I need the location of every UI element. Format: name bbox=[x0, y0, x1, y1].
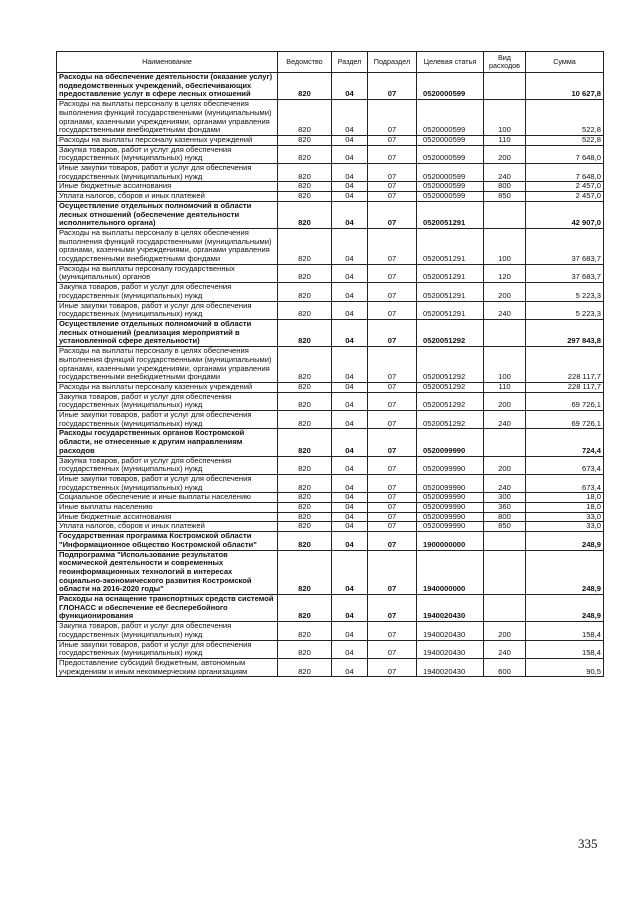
row-podrazdel: 07 bbox=[368, 382, 417, 392]
row-target-article: 0520051292 bbox=[417, 411, 484, 429]
row-expense-type: 360 bbox=[484, 503, 526, 513]
row-podrazdel: 07 bbox=[368, 319, 417, 346]
row-razdel: 04 bbox=[332, 429, 368, 456]
row-expense-type bbox=[484, 595, 526, 622]
row-podrazdel: 07 bbox=[368, 347, 417, 383]
row-vedomstvo: 820 bbox=[278, 429, 332, 456]
row-name: Закупка товаров, работ и услуг для обеспечения государственных (муниципальных) нужд bbox=[57, 145, 278, 163]
row-podrazdel: 07 bbox=[368, 73, 417, 100]
table-row bbox=[57, 411, 604, 429]
row-razdel: 04 bbox=[332, 164, 368, 182]
row-podrazdel: 07 bbox=[368, 659, 417, 677]
row-name: Иные бюджетные ассигнования bbox=[57, 512, 278, 522]
row-podrazdel: 07 bbox=[368, 201, 417, 228]
header-podrazdel: Подраздел bbox=[368, 52, 417, 73]
row-podrazdel: 07 bbox=[368, 100, 417, 136]
table-row bbox=[57, 145, 604, 163]
row-razdel: 04 bbox=[332, 550, 368, 595]
row-vedomstvo: 820 bbox=[278, 622, 332, 640]
row-name: Закупка товаров, работ и услуг для обеспечения государственных (муниципальных) нужд bbox=[57, 283, 278, 301]
row-name: Иные закупки товаров, работ и услуг для обеспечения государственных (муниципальных) нужд bbox=[57, 411, 278, 429]
row-target-article: 0520051291 bbox=[417, 201, 484, 228]
row-vedomstvo: 820 bbox=[278, 283, 332, 301]
row-vedomstvo: 820 bbox=[278, 301, 332, 319]
row-expense-type: 100 bbox=[484, 347, 526, 383]
row-name: Расходы на выплаты персоналу в целях обеспечения выполнения функций государственными (муниципальными) органами, казенными учреждениями, органами управления государственными внебюджетными фондами bbox=[57, 228, 278, 264]
row-razdel: 04 bbox=[332, 493, 368, 503]
row-target-article: 0520099990 bbox=[417, 512, 484, 522]
row-podrazdel: 07 bbox=[368, 264, 417, 282]
row-vedomstvo: 820 bbox=[278, 493, 332, 503]
row-razdel: 04 bbox=[332, 100, 368, 136]
row-expense-type: 120 bbox=[484, 264, 526, 282]
row-podrazdel: 07 bbox=[368, 503, 417, 513]
table-row bbox=[57, 228, 604, 264]
row-razdel: 04 bbox=[332, 264, 368, 282]
row-razdel: 04 bbox=[332, 474, 368, 492]
row-target-article: 0520051292 bbox=[417, 319, 484, 346]
table-row bbox=[57, 283, 604, 301]
row-target-article: 0520051291 bbox=[417, 283, 484, 301]
header-razdel: Раздел bbox=[332, 52, 368, 73]
row-name: Расходы на выплаты персоналу казенных учреждений bbox=[57, 382, 278, 392]
row-razdel: 04 bbox=[332, 392, 368, 410]
row-target-article: 0520000599 bbox=[417, 100, 484, 136]
row-podrazdel: 07 bbox=[368, 228, 417, 264]
row-razdel: 04 bbox=[332, 503, 368, 513]
row-sum: 5 223,3 bbox=[526, 301, 604, 319]
row-vedomstvo: 820 bbox=[278, 456, 332, 474]
page-number: 335 bbox=[578, 836, 598, 851]
row-name: Расходы государственных органов Костромской области, не отнесенные к другим направлениям расходов bbox=[57, 429, 278, 456]
row-sum: 42 907,0 bbox=[526, 201, 604, 228]
row-name: Расходы на выплаты персоналу казенных учреждений bbox=[57, 135, 278, 145]
row-expense-type: 240 bbox=[484, 640, 526, 658]
row-name: Иные бюджетные ассигнования bbox=[57, 182, 278, 192]
row-razdel: 04 bbox=[332, 512, 368, 522]
row-name: Подпрограмма "Использование результатов космической деятельности и современных геоинформационных технологий в интересах социально-экономического развития Костромской области на 2016-2020 годы" bbox=[57, 550, 278, 595]
row-name: Иные выплаты населению bbox=[57, 503, 278, 513]
row-podrazdel: 07 bbox=[368, 595, 417, 622]
row-razdel: 04 bbox=[332, 456, 368, 474]
row-vedomstvo: 820 bbox=[278, 264, 332, 282]
row-razdel: 04 bbox=[332, 522, 368, 532]
row-sum: 33,0 bbox=[526, 512, 604, 522]
row-expense-type: 600 bbox=[484, 659, 526, 677]
row-sum: 248,9 bbox=[526, 532, 604, 550]
row-name: Закупка товаров, работ и услуг для обеспечения государственных (муниципальных) нужд bbox=[57, 392, 278, 410]
table-row bbox=[57, 301, 604, 319]
row-expense-type bbox=[484, 429, 526, 456]
row-vedomstvo: 820 bbox=[278, 512, 332, 522]
table-row bbox=[57, 550, 604, 595]
row-podrazdel: 07 bbox=[368, 135, 417, 145]
row-expense-type: 200 bbox=[484, 392, 526, 410]
row-sum: 90,5 bbox=[526, 659, 604, 677]
row-expense-type: 200 bbox=[484, 456, 526, 474]
row-vedomstvo: 820 bbox=[278, 100, 332, 136]
row-target-article: 1940000000 bbox=[417, 550, 484, 595]
row-podrazdel: 07 bbox=[368, 622, 417, 640]
table-row bbox=[57, 640, 604, 658]
row-vedomstvo: 820 bbox=[278, 135, 332, 145]
table-row bbox=[57, 503, 604, 513]
row-sum: 69 726,1 bbox=[526, 411, 604, 429]
budget-table bbox=[56, 51, 604, 677]
table-row bbox=[57, 201, 604, 228]
row-podrazdel: 07 bbox=[368, 456, 417, 474]
row-vedomstvo: 820 bbox=[278, 382, 332, 392]
row-vedomstvo: 820 bbox=[278, 411, 332, 429]
row-expense-type: 200 bbox=[484, 145, 526, 163]
row-vedomstvo: 820 bbox=[278, 319, 332, 346]
row-target-article: 0520099990 bbox=[417, 474, 484, 492]
table-row bbox=[57, 135, 604, 145]
row-vedomstvo: 820 bbox=[278, 640, 332, 658]
row-vedomstvo: 820 bbox=[278, 392, 332, 410]
row-expense-type: 200 bbox=[484, 283, 526, 301]
table-row bbox=[57, 264, 604, 282]
row-sum: 33,0 bbox=[526, 522, 604, 532]
row-sum: 18,0 bbox=[526, 503, 604, 513]
row-sum: 7 648,0 bbox=[526, 145, 604, 163]
table-row bbox=[57, 456, 604, 474]
row-sum: 522,8 bbox=[526, 100, 604, 136]
row-name: Уплата налогов, сборов и иных платежей bbox=[57, 522, 278, 532]
row-target-article: 0520000599 bbox=[417, 182, 484, 192]
row-target-article: 0520000599 bbox=[417, 73, 484, 100]
row-target-article: 0520051292 bbox=[417, 347, 484, 383]
table-row bbox=[57, 595, 604, 622]
row-vedomstvo: 820 bbox=[278, 503, 332, 513]
row-name: Социальное обеспечение и иные выплаты населению bbox=[57, 493, 278, 503]
row-target-article: 1900000000 bbox=[417, 532, 484, 550]
row-name: Иные закупки товаров, работ и услуг для обеспечения государственных (муниципальных) нужд bbox=[57, 164, 278, 182]
row-name: Закупка товаров, работ и услуг для обеспечения государственных (муниципальных) нужд bbox=[57, 456, 278, 474]
row-podrazdel: 07 bbox=[368, 550, 417, 595]
row-podrazdel: 07 bbox=[368, 392, 417, 410]
table-row bbox=[57, 192, 604, 202]
header-sum: Сумма bbox=[526, 52, 604, 73]
table-row bbox=[57, 382, 604, 392]
row-target-article: 0520051292 bbox=[417, 382, 484, 392]
row-name: Иные закупки товаров, работ и услуг для обеспечения государственных (муниципальных) нужд bbox=[57, 640, 278, 658]
row-podrazdel: 07 bbox=[368, 411, 417, 429]
row-name: Осуществление отдельных полномочий в области лесных отношений (реализация мероприятий в установленной сфере деятельности) bbox=[57, 319, 278, 346]
row-target-article: 1940020430 bbox=[417, 595, 484, 622]
row-podrazdel: 07 bbox=[368, 429, 417, 456]
row-target-article: 0520099990 bbox=[417, 456, 484, 474]
row-target-article: 0520099990 bbox=[417, 493, 484, 503]
row-expense-type: 240 bbox=[484, 411, 526, 429]
row-vedomstvo: 820 bbox=[278, 550, 332, 595]
row-target-article: 1940020430 bbox=[417, 640, 484, 658]
row-target-article: 0520051291 bbox=[417, 264, 484, 282]
table-row bbox=[57, 319, 604, 346]
row-vedomstvo: 820 bbox=[278, 164, 332, 182]
table-row bbox=[57, 622, 604, 640]
row-razdel: 04 bbox=[332, 532, 368, 550]
row-razdel: 04 bbox=[332, 228, 368, 264]
row-podrazdel: 07 bbox=[368, 493, 417, 503]
row-target-article: 0520051291 bbox=[417, 301, 484, 319]
row-target-article: 0520099990 bbox=[417, 522, 484, 532]
row-razdel: 04 bbox=[332, 182, 368, 192]
row-name: Иные закупки товаров, работ и услуг для обеспечения государственных (муниципальных) нужд bbox=[57, 474, 278, 492]
row-sum: 7 648,0 bbox=[526, 164, 604, 182]
row-name: Расходы на выплаты персоналу государственных (муниципальных) органов bbox=[57, 264, 278, 282]
row-vedomstvo: 820 bbox=[278, 192, 332, 202]
row-name: Иные закупки товаров, работ и услуг для обеспечения государственных (муниципальных) нужд bbox=[57, 301, 278, 319]
row-sum: 724,4 bbox=[526, 429, 604, 456]
header-expense-type: Вид расходов bbox=[484, 52, 526, 73]
row-vedomstvo: 820 bbox=[278, 659, 332, 677]
row-podrazdel: 07 bbox=[368, 301, 417, 319]
row-sum: 10 627,8 bbox=[526, 73, 604, 100]
row-vedomstvo: 820 bbox=[278, 347, 332, 383]
row-razdel: 04 bbox=[332, 659, 368, 677]
table-row bbox=[57, 100, 604, 136]
table-row bbox=[57, 164, 604, 182]
row-vedomstvo: 820 bbox=[278, 474, 332, 492]
row-vedomstvo: 820 bbox=[278, 522, 332, 532]
row-podrazdel: 07 bbox=[368, 182, 417, 192]
row-razdel: 04 bbox=[332, 622, 368, 640]
header-vedomstvo: Ведомство bbox=[278, 52, 332, 73]
row-expense-type: 300 bbox=[484, 493, 526, 503]
row-expense-type bbox=[484, 201, 526, 228]
row-target-article: 0520000599 bbox=[417, 164, 484, 182]
row-expense-type: 200 bbox=[484, 622, 526, 640]
row-podrazdel: 07 bbox=[368, 522, 417, 532]
row-target-article: 0520000599 bbox=[417, 135, 484, 145]
row-name: Расходы на оснащение транспортных средств системой ГЛОНАСС и обеспечение её бесперебойного функционирования bbox=[57, 595, 278, 622]
row-razdel: 04 bbox=[332, 73, 368, 100]
row-vedomstvo: 820 bbox=[278, 145, 332, 163]
row-podrazdel: 07 bbox=[368, 192, 417, 202]
row-expense-type: 110 bbox=[484, 382, 526, 392]
table-row bbox=[57, 392, 604, 410]
row-razdel: 04 bbox=[332, 135, 368, 145]
row-sum: 248,9 bbox=[526, 550, 604, 595]
row-razdel: 04 bbox=[332, 301, 368, 319]
row-expense-type: 800 bbox=[484, 182, 526, 192]
row-sum: 297 843,8 bbox=[526, 319, 604, 346]
row-target-article: 1940020430 bbox=[417, 659, 484, 677]
row-vedomstvo: 820 bbox=[278, 73, 332, 100]
row-expense-type: 100 bbox=[484, 228, 526, 264]
table-body bbox=[57, 73, 604, 677]
row-razdel: 04 bbox=[332, 411, 368, 429]
row-razdel: 04 bbox=[332, 145, 368, 163]
row-name: Осуществление отдельных полномочий в области лесных отношений (обеспечение деятельности исполнительного органа) bbox=[57, 201, 278, 228]
header-name: Наименование bbox=[57, 52, 278, 73]
table-row bbox=[57, 429, 604, 456]
row-target-article: 0520000599 bbox=[417, 145, 484, 163]
row-sum: 673,4 bbox=[526, 456, 604, 474]
row-expense-type: 850 bbox=[484, 192, 526, 202]
row-target-article: 0520099990 bbox=[417, 429, 484, 456]
row-podrazdel: 07 bbox=[368, 474, 417, 492]
row-name: Государственная программа Костромской области "Информационное общество Костромской области" bbox=[57, 532, 278, 550]
row-target-article: 0520051291 bbox=[417, 228, 484, 264]
row-podrazdel: 07 bbox=[368, 283, 417, 301]
row-target-article: 0520000599 bbox=[417, 192, 484, 202]
row-sum: 69 726,1 bbox=[526, 392, 604, 410]
table-row bbox=[57, 347, 604, 383]
row-expense-type: 110 bbox=[484, 135, 526, 145]
row-sum: 18,0 bbox=[526, 493, 604, 503]
row-sum: 158,4 bbox=[526, 622, 604, 640]
row-razdel: 04 bbox=[332, 192, 368, 202]
header-target-article: Целевая статья bbox=[417, 52, 484, 73]
row-name: Уплата налогов, сборов и иных платежей bbox=[57, 192, 278, 202]
row-sum: 522,8 bbox=[526, 135, 604, 145]
table-row bbox=[57, 474, 604, 492]
row-podrazdel: 07 bbox=[368, 532, 417, 550]
row-expense-type: 240 bbox=[484, 301, 526, 319]
row-sum: 37 683,7 bbox=[526, 264, 604, 282]
row-name: Расходы на обеспечение деятельности (оказание услуг) подведомственных учреждений, обеспечивающих предоставление услуг в сфере лесных отношений bbox=[57, 73, 278, 100]
row-expense-type: 240 bbox=[484, 164, 526, 182]
row-razdel: 04 bbox=[332, 283, 368, 301]
row-expense-type bbox=[484, 550, 526, 595]
row-razdel: 04 bbox=[332, 319, 368, 346]
row-sum: 228 117,7 bbox=[526, 382, 604, 392]
table-row bbox=[57, 73, 604, 100]
row-name: Расходы на выплаты персоналу в целях обеспечения выполнения функций государственными (муниципальными) органами, казенными учреждениями, органами управления государственными внебюджетными фондами bbox=[57, 100, 278, 136]
row-target-article: 0520099990 bbox=[417, 503, 484, 513]
row-expense-type bbox=[484, 73, 526, 100]
row-expense-type: 850 bbox=[484, 522, 526, 532]
row-expense-type: 240 bbox=[484, 474, 526, 492]
row-expense-type bbox=[484, 532, 526, 550]
header-row bbox=[57, 52, 604, 73]
row-sum: 5 223,3 bbox=[526, 283, 604, 301]
row-name: Расходы на выплаты персоналу в целях обеспечения выполнения функций государственными (муниципальными) органами, казенными учреждениями, органами управления государственными внебюджетными фондами bbox=[57, 347, 278, 383]
row-expense-type: 800 bbox=[484, 512, 526, 522]
row-sum: 2 457,0 bbox=[526, 182, 604, 192]
row-vedomstvo: 820 bbox=[278, 228, 332, 264]
row-vedomstvo: 820 bbox=[278, 532, 332, 550]
row-podrazdel: 07 bbox=[368, 512, 417, 522]
row-name: Закупка товаров, работ и услуг для обеспечения государственных (муниципальных) нужд bbox=[57, 622, 278, 640]
row-sum: 37 683,7 bbox=[526, 228, 604, 264]
row-expense-type bbox=[484, 319, 526, 346]
row-podrazdel: 07 bbox=[368, 164, 417, 182]
row-sum: 248,9 bbox=[526, 595, 604, 622]
table-row bbox=[57, 532, 604, 550]
row-name: Предоставление субсидий бюджетным, автономным учреждениям и иным некоммерческим организациям bbox=[57, 659, 278, 677]
row-vedomstvo: 820 bbox=[278, 595, 332, 622]
row-target-article: 1940020430 bbox=[417, 622, 484, 640]
row-target-article: 0520051292 bbox=[417, 392, 484, 410]
row-vedomstvo: 820 bbox=[278, 182, 332, 192]
row-sum: 228 117,7 bbox=[526, 347, 604, 383]
row-podrazdel: 07 bbox=[368, 145, 417, 163]
row-vedomstvo: 820 bbox=[278, 201, 332, 228]
row-sum: 673,4 bbox=[526, 474, 604, 492]
row-sum: 2 457,0 bbox=[526, 192, 604, 202]
row-razdel: 04 bbox=[332, 382, 368, 392]
row-razdel: 04 bbox=[332, 595, 368, 622]
row-podrazdel: 07 bbox=[368, 640, 417, 658]
row-razdel: 04 bbox=[332, 640, 368, 658]
row-sum: 158,4 bbox=[526, 640, 604, 658]
table-row bbox=[57, 659, 604, 677]
row-razdel: 04 bbox=[332, 201, 368, 228]
row-razdel: 04 bbox=[332, 347, 368, 383]
row-expense-type: 100 bbox=[484, 100, 526, 136]
